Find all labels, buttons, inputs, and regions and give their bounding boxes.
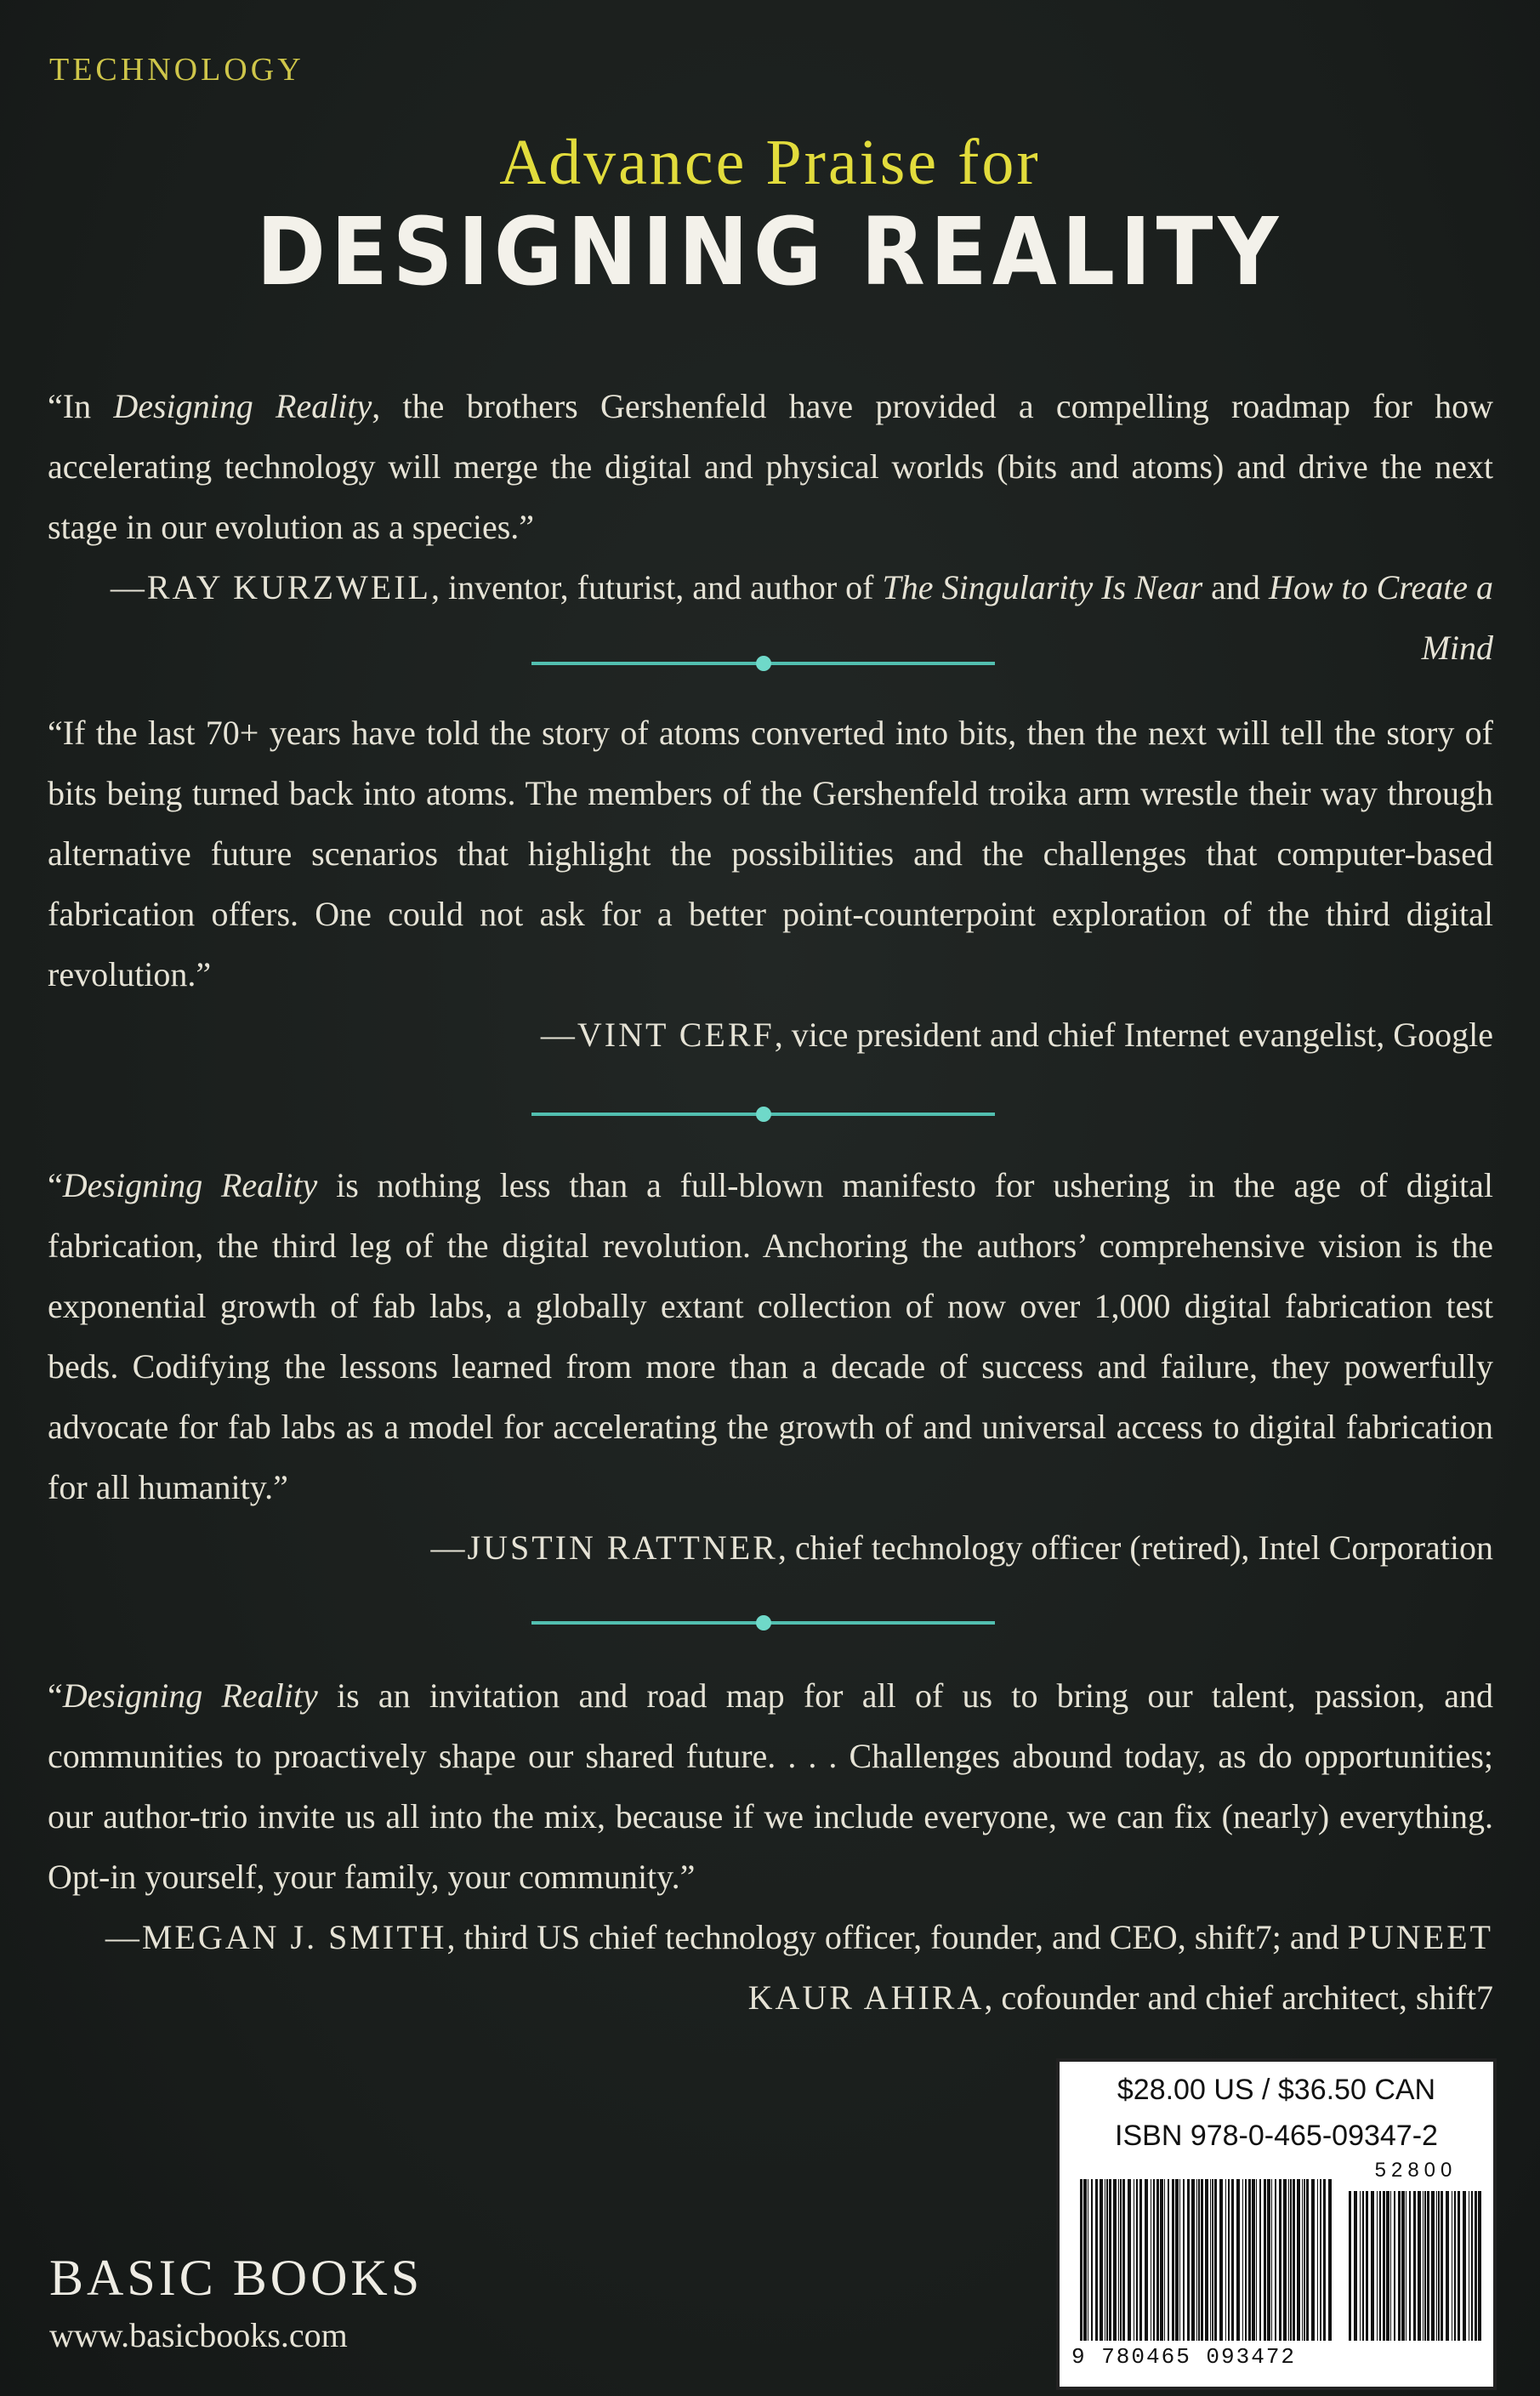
barcode-bar [1413, 2191, 1416, 2341]
barcode-box [1056, 2058, 1497, 2390]
quote-attribution: —JUSTIN RATTNER, chief technology officer (retired), Intel Corporation [430, 1528, 1493, 1567]
isbn-label: ISBN 978-0-465-09347-2 [1115, 2120, 1438, 2152]
attribution-name: —VINT CERF [540, 1016, 775, 1054]
barcode-bar [1100, 2179, 1103, 2341]
barcode-bar [1225, 2179, 1226, 2341]
barcode-bar [1418, 2191, 1421, 2341]
barcode-bar [1478, 2191, 1481, 2341]
barcode-bar [1153, 2179, 1155, 2341]
barcode-bar [1091, 2179, 1093, 2341]
barcode-bar [1275, 2179, 1276, 2341]
barcode-bar [1311, 2179, 1315, 2341]
quote-text: “In Designing Reality, the brothers Gershenfeld have provided a compelling roadmap for how accelerating technology will merge the digital and physical worlds (bits and atoms) and drive the next stage in our evolution as a species.” [48, 387, 1494, 546]
barcode-bar [1293, 2179, 1295, 2341]
barcode-bar [1228, 2179, 1230, 2341]
book-reference: The Singularity Is Near [882, 568, 1203, 606]
barcode-bar [1471, 2191, 1473, 2341]
barcode-bar [1212, 2179, 1213, 2341]
barcode-bar [1441, 2191, 1443, 2341]
category-label: TECHNOLOGY [49, 52, 304, 88]
barcode-bar [1118, 2179, 1119, 2341]
barcode-bar [1446, 2191, 1449, 2341]
barcode-bar [1248, 2179, 1251, 2341]
quote-rattner [48, 1155, 1493, 1578]
barcode-bar [1323, 2179, 1326, 2341]
barcode-bar [1256, 2179, 1257, 2341]
barcode-bar [1409, 2191, 1411, 2341]
barcode-bar [1267, 2179, 1270, 2341]
barcode-bar [1198, 2179, 1200, 2341]
barcode-bar [1179, 2179, 1180, 2341]
barcode-bar [1109, 2179, 1111, 2341]
barcode-bar [1191, 2179, 1195, 2341]
barcode-bar [1139, 2179, 1142, 2341]
barcode-bar [1106, 2179, 1108, 2341]
barcode-bar [1436, 2191, 1437, 2341]
barcode-bar [1475, 2191, 1477, 2341]
barcode-bar [1431, 2191, 1435, 2341]
barcode-bar [1290, 2179, 1292, 2341]
ornamental-divider [531, 1621, 995, 1625]
quote-text: “Designing Reality is an invitation and road map for all of us to bring our talent, passion, and communities to proactively shape our shared future. . . . Challenges abound today, as do opportunities; our author-trio invite us all into the mix, because if we include everyone, we can fix (nearly) everything. Opt-in yourself, your family, your community.” [48, 1676, 1493, 1896]
quote-text: “If the last 70+ years have told the story of atoms converted into bits, then the next will tell the story of bits being turned back into atoms. The members of the Gershenfeld troika arm wrestle their way through alternative future scenarios that highlight the possibilities and the challenges that computer-based fabrication offers. One could not ask for a better point-counterpoint exploration of the third digital revolution.” [48, 714, 1493, 993]
barcode-bar [1252, 2179, 1255, 2341]
barcode-bar [1172, 2179, 1174, 2341]
barcode-bar [1201, 2179, 1203, 2341]
barcode-bar [1401, 2191, 1405, 2341]
quote-attribution: —VINT CERF, vice president and chief Internet evangelist, Google [540, 1016, 1493, 1054]
barcode-bar [1196, 2179, 1197, 2341]
barcode-addon-number: 52800 [1374, 2159, 1458, 2182]
barcode-bar [1427, 2191, 1429, 2341]
isbn-barcode [1080, 2179, 1335, 2341]
barcode-bar [1328, 2179, 1332, 2341]
barcode-bar [1390, 2191, 1391, 2341]
title-reference: Designing Reality [62, 1166, 318, 1204]
barcode-bar [1095, 2179, 1098, 2341]
barcode-bar [1156, 2179, 1159, 2341]
barcode-bar [1160, 2179, 1163, 2341]
barcode-bar [1302, 2179, 1303, 2341]
divider-dot [756, 1615, 771, 1631]
barcode-bar [1168, 2179, 1169, 2341]
barcode-bar [1279, 2179, 1281, 2341]
barcode-bar [1304, 2179, 1305, 2341]
book-reference: How to Create a Mind [1268, 568, 1493, 667]
barcode-bar [1242, 2179, 1243, 2341]
barcode-bar [1424, 2191, 1426, 2341]
ornamental-divider [531, 662, 995, 665]
barcode-digits: 9 780465 093472 [1071, 2344, 1297, 2370]
title-reference: Designing Reality [62, 1676, 318, 1715]
divider-dot [756, 1107, 771, 1122]
barcode-bar [1120, 2179, 1122, 2341]
ornamental-divider [531, 1113, 995, 1116]
publisher-name: BASIC BOOKS [49, 2250, 423, 2306]
attribution-name: —MEGAN J. SMITH [105, 1918, 447, 1956]
barcode-bar [1377, 2191, 1378, 2341]
barcode-bar [1236, 2179, 1240, 2341]
quote-cerf [48, 703, 1493, 1065]
barcode-bar [1423, 2191, 1424, 2341]
attribution-name: —RAY KURZWEIL [110, 568, 431, 606]
quote-smith-ahira [48, 1665, 1493, 2028]
barcode-bar [1394, 2191, 1395, 2341]
barcode-bar [1362, 2191, 1364, 2341]
barcode-bar [1271, 2179, 1272, 2341]
barcode-bar [1214, 2179, 1217, 2341]
attribution-name: —JUSTIN RATTNER [430, 1528, 778, 1567]
barcode-bar [1383, 2191, 1385, 2341]
barcode-bar [1297, 2179, 1300, 2341]
barcode-bar [1454, 2191, 1456, 2341]
barcode-bar [1083, 2179, 1087, 2341]
barcode-bar [1317, 2179, 1318, 2341]
price-label: $28.00 US / $36.50 CAN [1117, 2074, 1436, 2106]
barcode-bar [1183, 2179, 1185, 2341]
barcode-bar [1219, 2179, 1223, 2341]
title-reference: Designing Reality [113, 387, 372, 425]
barcode-bar [1320, 2179, 1321, 2341]
barcode-bar [1386, 2191, 1389, 2341]
divider-dot [756, 656, 771, 671]
book-title: DESIGNING REALITY [256, 198, 1284, 307]
barcode-bar [1259, 2179, 1261, 2341]
barcode-bar [1463, 2191, 1466, 2341]
barcode-bar [1366, 2191, 1368, 2341]
barcode-bar [1245, 2179, 1247, 2341]
barcode-bar [1283, 2179, 1287, 2341]
barcode-bar [1122, 2179, 1125, 2341]
barcode-bar [1164, 2179, 1165, 2341]
barcode-bar [1187, 2179, 1190, 2341]
attribution-name: PUNEET KAUR AHIRA [747, 1918, 1493, 2017]
publisher-website: www.basicbooks.com [49, 2316, 348, 2354]
barcode-bar [1175, 2179, 1179, 2341]
barcode-bar [1349, 2191, 1351, 2341]
quote-kurzweil [48, 376, 1493, 678]
barcode-bar [1080, 2179, 1083, 2341]
barcode-bar [1379, 2191, 1381, 2341]
price-addon-barcode [1349, 2191, 1483, 2341]
barcode-bar [1145, 2179, 1148, 2341]
quote-attribution: —MEGAN J. SMITH, third US chief technology officer, founder, and CEO, shift7; and PUNEET KAUR AHIRA, cofounder and chief architect, shift7 [105, 1918, 1493, 2017]
barcode-bar [1438, 2191, 1440, 2341]
barcode-bar [1205, 2179, 1208, 2341]
barcode-bar [1210, 2179, 1211, 2341]
barcode-bar [1360, 2191, 1361, 2341]
quote-attribution: —RAY KURZWEIL, inventor, futurist, and author of The Singularity Is Near and How to Create a Mind [110, 568, 1493, 667]
barcode-bar [1136, 2179, 1138, 2341]
praise-heading: Advance Praise for [499, 127, 1041, 198]
barcode-bar [1288, 2179, 1289, 2341]
barcode-bar [1231, 2179, 1234, 2341]
barcode-bar [1458, 2191, 1460, 2341]
barcode-bar [1306, 2179, 1309, 2341]
barcode-bar [1128, 2179, 1131, 2341]
barcode-bar [1264, 2179, 1266, 2341]
barcode-bar [1398, 2191, 1401, 2341]
quote-text: “Designing Reality is nothing less than a full-blown manifesto for ushering in the age of digital fabrication, the third leg of the digital revolution. Anchoring the authors’ comprehensive vision is the exponential growth of fab labs, a globally extant collection of now over 1,000 digital fabrication test beds. Codifying the lessons learned from more than a decade of success and failure, they powerfully advocate for fab labs as a model for accelerating the growth of and universal access to digital fabrication for all humanity.” [48, 1166, 1493, 1506]
barcode-bar [1113, 2179, 1117, 2341]
barcode-bar [1354, 2191, 1357, 2341]
barcode-bar [1371, 2191, 1374, 2341]
